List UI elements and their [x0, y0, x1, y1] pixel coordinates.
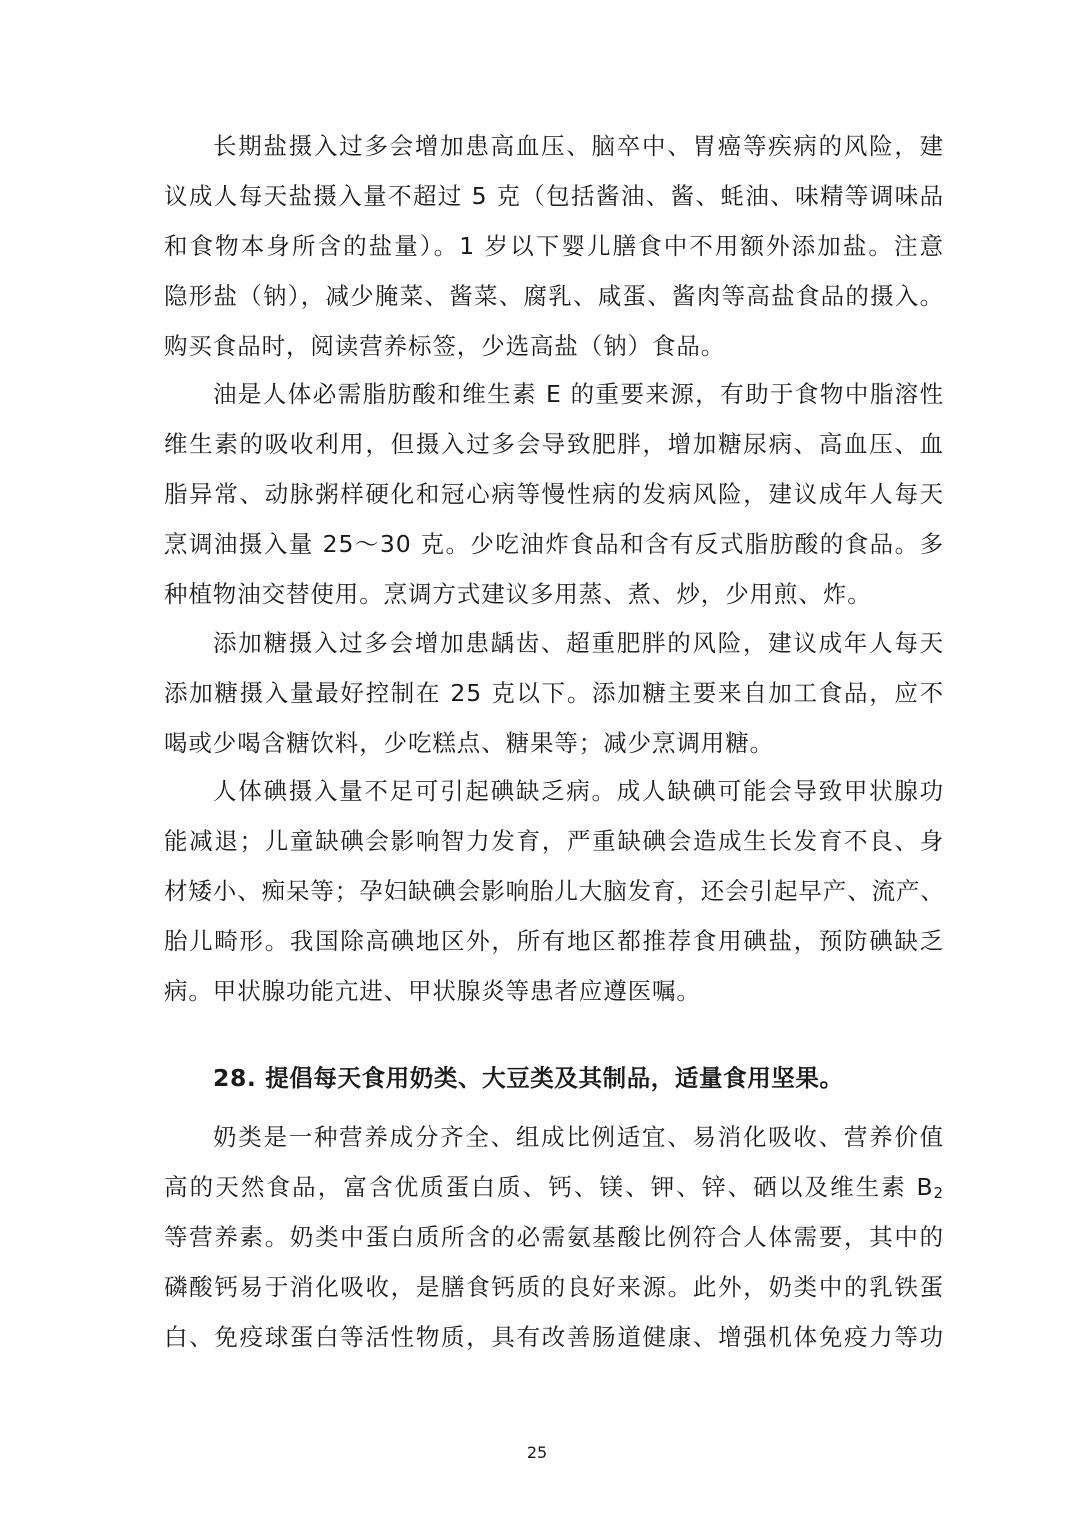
paragraph-salt-line-2: 议成人每天盐摄入量不超过 5 克（包括酱油、酱、蚝油、味精等调味品	[164, 182, 944, 210]
paragraph-dairy-line-2-text: 高的天然食品，富含优质蛋白质、钙、镁、钾、锌、硒以及维生素 B	[164, 1173, 934, 1201]
paragraph-oil-line-4: 烹调油摄入量 25～30 克。少吃油炸食品和含有反式脂肪酸的食品。多	[164, 530, 944, 558]
paragraph-salt-line-1: 长期盐摄入过多会增加患高血压、脑卒中、胃癌等疾病的风险，建	[213, 132, 944, 160]
paragraph-sugar-line-3: 喝或少喝含糖饮料，少吃糕点、糖果等；减少烹调用糖。	[164, 729, 774, 757]
paragraph-oil-line-2: 维生素的吸收利用，但摄入过多会导致肥胖，增加糖尿病、高血压、血	[164, 430, 944, 458]
vitamin-subscript: 2	[933, 1184, 944, 1202]
paragraph-oil-line-1: 油是人体必需脂肪酸和维生素 E 的重要来源，有助于食物中脂溶性	[213, 380, 944, 408]
paragraph-iodine-line-1: 人体碘摄入量不足可引起碘缺乏病。成人缺碘可能会导致甲状腺功	[213, 777, 944, 805]
paragraph-salt-line-4: 隐形盐（钠），减少腌菜、酱菜、腐乳、咸蛋、酱肉等高盐食品的摄入。	[164, 282, 944, 310]
page-number: 25	[526, 1443, 548, 1462]
paragraph-salt-line-3: 和食物本身所含的盐量）。1 岁以下婴儿膳食中不用额外添加盐。注意	[164, 232, 944, 260]
paragraph-dairy-line-1: 奶类是一种营养成分齐全、组成比例适宜、易消化吸收、营养价值	[213, 1123, 944, 1151]
section-heading: 28. 提倡每天食用奶类、大豆类及其制品，适量食用坚果。	[213, 1064, 844, 1092]
paragraph-dairy-line-4: 磷酸钙易于消化吸收，是膳食钙质的良好来源。此外，奶类中的乳铁蛋	[164, 1273, 944, 1301]
paragraph-dairy-line-2	[164, 1172, 944, 1202]
paragraph-iodine-line-5: 病。甲状腺功能亢进、甲状腺炎等患者应遵医嘱。	[164, 977, 701, 1005]
paragraph-salt-line-5: 购买食品时，阅读营养标签，少选高盐（钠）食品。	[164, 332, 726, 360]
paragraph-sugar-line-2: 添加糖摄入量最好控制在 25 克以下。添加糖主要来自加工食品，应不	[164, 679, 944, 707]
paragraph-dairy-line-5: 白、免疫球蛋白等活性物质，具有改善肠道健康、增强机体免疫力等功	[164, 1323, 944, 1351]
paragraph-iodine-line-4: 胎儿畸形。我国除高碘地区外，所有地区都推荐食用碘盐，预防碘缺乏	[164, 927, 944, 955]
paragraph-iodine-line-2: 能减退；儿童缺碘会影响智力发育，严重缺碘会造成生长发育不良、身	[164, 827, 944, 855]
paragraph-oil-line-3: 脂异常、动脉粥样硬化和冠心病等慢性病的发病风险，建议成年人每天	[164, 480, 944, 508]
paragraph-iodine-line-3: 材矮小、痴呆等；孕妇缺碘会影响胎儿大脑发育，还会引起早产、流产、	[164, 877, 945, 905]
paragraph-dairy-line-3: 等营养素。奶类中蛋白质所含的必需氨基酸比例符合人体需要，其中的	[164, 1223, 944, 1251]
paragraph-oil-line-5: 种植物油交替使用。烹调方式建议多用蒸、煮、炒，少用煎、炸。	[164, 580, 872, 608]
paragraph-sugar-line-1: 添加糖摄入过多会增加患龋齿、超重肥胖的风险，建议成年人每天	[213, 629, 944, 657]
